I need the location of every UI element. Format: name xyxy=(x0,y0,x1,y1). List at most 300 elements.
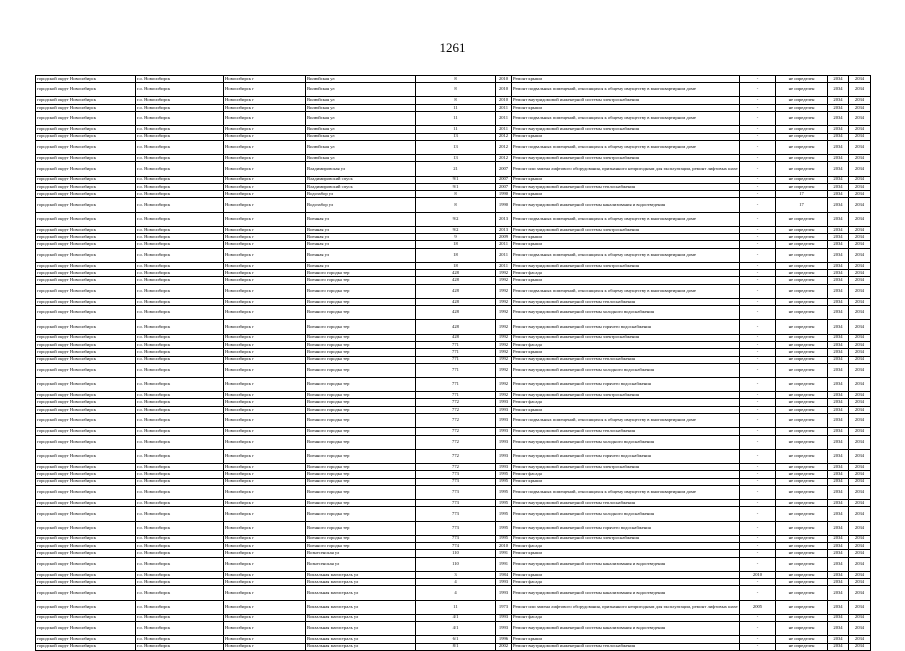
build-year-cell: 1993 xyxy=(496,579,512,586)
plan-start-cell: 2034 xyxy=(828,212,849,226)
house-number-cell: 773 xyxy=(416,485,496,499)
plan-start-cell: 2034 xyxy=(828,406,849,413)
street-cell: Военного городка тер xyxy=(306,521,416,535)
plan-end-cell: 2034 xyxy=(849,176,871,183)
wear-cell: не определен xyxy=(776,176,828,183)
locality-cell: Новосибирск г xyxy=(224,140,306,154)
plan-start-cell: 2034 xyxy=(828,248,849,262)
locality-cell: Новосибирск г xyxy=(224,579,306,586)
table-row xyxy=(36,140,871,154)
municipality-cell: городской округ Новосибирск xyxy=(36,521,136,535)
plan-start-cell: 2034 xyxy=(828,241,849,248)
plan-end-cell: 2034 xyxy=(849,133,871,140)
settlement-cell: г.о. Новосибирск xyxy=(136,363,224,377)
settlement-cell: г.о. Новосибирск xyxy=(136,226,224,233)
settlement-cell: г.о. Новосибирск xyxy=(136,162,224,176)
table-row xyxy=(36,392,871,399)
wear-cell: не определен xyxy=(776,643,828,650)
settlement-cell: г.о. Новосибирск xyxy=(136,198,224,212)
street-cell: Военного городка тер xyxy=(306,363,416,377)
settlement-cell: г.о. Новосибирск xyxy=(136,550,224,557)
house-number-cell: 773 xyxy=(416,521,496,535)
build-year-cell: 1995 xyxy=(496,478,512,485)
wear-cell: не определен xyxy=(776,485,828,499)
settlement-cell: г.о. Новосибирск xyxy=(136,399,224,406)
work-type-cell: Ремонт подвальных помещений, относящихся к общему имуществу в многоквартирном доме xyxy=(512,83,740,97)
build-year-cell: 1991 xyxy=(496,557,512,571)
house-number-cell: 21 xyxy=(416,162,496,176)
municipality-cell: городской округ Новосибирск xyxy=(36,334,136,341)
page-number: 1261 xyxy=(439,40,466,55)
settlement-cell: г.о. Новосибирск xyxy=(136,414,224,428)
settlement-cell: г.о. Новосибирск xyxy=(136,104,224,111)
plan-start-cell: 2034 xyxy=(828,363,849,377)
plan-start-cell: 2034 xyxy=(828,226,849,233)
last-repair-year-cell: - xyxy=(740,435,776,449)
plan-end-cell: 2034 xyxy=(849,97,871,104)
house-number-cell: 18 xyxy=(416,262,496,269)
build-year-cell: 2011 xyxy=(496,241,512,248)
last-repair-year-cell: - xyxy=(740,507,776,521)
work-type-cell: Ремонт внутридомовой инженерной системы канализования и водоотведения xyxy=(512,586,740,600)
municipality-cell: городской округ Новосибирск xyxy=(36,571,136,578)
wear-cell: не определен xyxy=(776,83,828,97)
plan-start-cell: 2034 xyxy=(828,112,849,126)
house-number-cell: 11 xyxy=(416,104,496,111)
house-number-cell: 428 xyxy=(416,270,496,277)
wear-cell: не определен xyxy=(776,571,828,578)
work-type-cell: Ремонт фасада xyxy=(512,341,740,348)
build-year-cell: 2011 xyxy=(496,112,512,126)
work-type-cell: Ремонт внутридомовой инженерной системы горячего водоснабжения xyxy=(512,449,740,463)
work-type-cell: Ремонт внутридомовой инженерной системы электроснабжения xyxy=(512,535,740,542)
plan-end-cell: 2034 xyxy=(849,76,871,83)
work-type-cell: Ремонт подвальных помещений, относящихся к общему имуществу в многоквартирном доме xyxy=(512,112,740,126)
house-number-cell: 772 xyxy=(416,406,496,413)
last-repair-year-cell: - xyxy=(740,262,776,269)
settlement-cell: г.о. Новосибирск xyxy=(136,485,224,499)
work-type-cell: Ремонт крыши xyxy=(512,176,740,183)
last-repair-year-cell: - xyxy=(740,614,776,621)
build-year-cell: 1991 xyxy=(496,550,512,557)
municipality-cell: городской округ Новосибирск xyxy=(36,542,136,549)
wear-cell: не определен xyxy=(776,241,828,248)
municipality-cell: городской округ Новосибирск xyxy=(36,262,136,269)
build-year-cell: 1995 xyxy=(496,521,512,535)
locality-cell: Новосибирск г xyxy=(224,463,306,470)
wear-cell: не определен xyxy=(776,262,828,269)
wear-cell: не определен xyxy=(776,636,828,643)
work-type-cell: Ремонт внутридомовой инженерной системы теплоснабжения xyxy=(512,500,740,507)
wear-cell: не определен xyxy=(776,162,828,176)
street-cell: Военного городка тер xyxy=(306,270,416,277)
plan-end-cell: 2034 xyxy=(849,349,871,356)
municipality-cell: городской округ Новосибирск xyxy=(36,104,136,111)
street-cell: Вокзальная магистраль ул xyxy=(306,586,416,600)
street-cell: Вознесенская ул xyxy=(306,557,416,571)
work-type-cell: Ремонт фасада xyxy=(512,542,740,549)
settlement-cell: г.о. Новосибирск xyxy=(136,478,224,485)
municipality-cell: городской округ Новосибирск xyxy=(36,356,136,363)
municipality-cell: городской округ Новосибирск xyxy=(36,212,136,226)
work-type-cell: Ремонт крыши xyxy=(512,636,740,643)
municipality-cell: городской округ Новосибирск xyxy=(36,83,136,97)
house-number-cell: 13 xyxy=(416,140,496,154)
build-year-cell: 1990 xyxy=(496,198,512,212)
work-type-cell: Ремонт крыши xyxy=(512,191,740,198)
plan-start-cell: 2034 xyxy=(828,463,849,470)
plan-end-cell: 2034 xyxy=(849,198,871,212)
plan-end-cell: 2034 xyxy=(849,500,871,507)
wear-cell: не определен xyxy=(776,126,828,133)
table-row xyxy=(36,320,871,334)
wear-cell: не определен xyxy=(776,399,828,406)
table-row xyxy=(36,542,871,549)
settlement-cell: г.о. Новосибирск xyxy=(136,140,224,154)
table-row xyxy=(36,341,871,348)
house-number-cell: 771 xyxy=(416,341,496,348)
build-year-cell: 1992 xyxy=(496,334,512,341)
build-year-cell: 1990 xyxy=(496,191,512,198)
build-year-cell: 1992 xyxy=(496,298,512,305)
plan-start-cell: 2034 xyxy=(828,507,849,521)
house-number-cell: 9/1 xyxy=(416,183,496,190)
settlement-cell: г.о. Новосибирск xyxy=(136,320,224,334)
locality-cell: Новосибирск г xyxy=(224,500,306,507)
plan-start-cell: 2034 xyxy=(828,341,849,348)
work-type-cell: Ремонт внутридомовой инженерной системы электроснабжения xyxy=(512,155,740,162)
plan-end-cell: 2034 xyxy=(849,428,871,435)
plan-end-cell: 2034 xyxy=(849,449,871,463)
house-number-cell: 4/1 xyxy=(416,622,496,636)
municipality-cell: городской округ Новосибирск xyxy=(36,298,136,305)
settlement-cell: г.о. Новосибирск xyxy=(136,284,224,298)
last-repair-year-cell: - xyxy=(740,155,776,162)
wear-cell: не определен xyxy=(776,414,828,428)
house-number-cell: 772 xyxy=(416,435,496,449)
plan-end-cell: 2034 xyxy=(849,435,871,449)
locality-cell: Новосибирск г xyxy=(224,183,306,190)
wear-cell: не определен xyxy=(776,356,828,363)
work-type-cell: Ремонт внутридомовой инженерной системы теплоснабжения xyxy=(512,356,740,363)
plan-start-cell: 2034 xyxy=(828,176,849,183)
plan-end-cell: 2034 xyxy=(849,226,871,233)
locality-cell: Новосибирск г xyxy=(224,600,306,614)
house-number-cell: 771 xyxy=(416,363,496,377)
wear-cell: не определен xyxy=(776,521,828,535)
house-number-cell: 13 xyxy=(416,133,496,140)
build-year-cell: 1993 xyxy=(496,614,512,621)
wear-cell: не определен xyxy=(776,97,828,104)
build-year-cell: 2012 xyxy=(496,133,512,140)
work-type-cell: Ремонт крыши xyxy=(512,241,740,248)
settlement-cell: г.о. Новосибирск xyxy=(136,449,224,463)
table-row xyxy=(36,478,871,485)
settlement-cell: г.о. Новосибирск xyxy=(136,349,224,356)
plan-start-cell: 2034 xyxy=(828,198,849,212)
wear-cell: не определен xyxy=(776,435,828,449)
municipality-cell: городской округ Новосибирск xyxy=(36,76,136,83)
locality-cell: Новосибирск г xyxy=(224,378,306,392)
settlement-cell: г.о. Новосибирск xyxy=(136,155,224,162)
street-cell: Вилюйская ул xyxy=(306,83,416,97)
work-type-cell: Ремонт внутридомовой инженерной системы канализования и водоотведения xyxy=(512,622,740,636)
last-repair-year-cell: - xyxy=(740,542,776,549)
settlement-cell: г.о. Новосибирск xyxy=(136,176,224,183)
house-number-cell: 773 xyxy=(416,471,496,478)
build-year-cell: 2009 xyxy=(496,234,512,241)
settlement-cell: г.о. Новосибирск xyxy=(136,542,224,549)
work-type-cell: Ремонт крыши xyxy=(512,76,740,83)
build-year-cell: 1992 xyxy=(496,320,512,334)
wear-cell: не определен xyxy=(776,306,828,320)
wear-cell: не определен xyxy=(776,600,828,614)
plan-start-cell: 2034 xyxy=(828,320,849,334)
plan-end-cell: 2034 xyxy=(849,600,871,614)
work-type-cell: Ремонт крыши xyxy=(512,349,740,356)
settlement-cell: г.о. Новосибирск xyxy=(136,112,224,126)
locality-cell: Новосибирск г xyxy=(224,270,306,277)
table-row xyxy=(36,406,871,413)
locality-cell: Новосибирск г xyxy=(224,126,306,133)
work-type-cell: Ремонт крыши xyxy=(512,550,740,557)
wear-cell: не определен xyxy=(776,463,828,470)
plan-start-cell: 2034 xyxy=(828,521,849,535)
plan-end-cell: 2034 xyxy=(849,306,871,320)
plan-start-cell: 2034 xyxy=(828,485,849,499)
municipality-cell: городской округ Новосибирск xyxy=(36,126,136,133)
build-year-cell: 1993 xyxy=(496,463,512,470)
wear-cell: не определен xyxy=(776,392,828,399)
plan-end-cell: 2034 xyxy=(849,485,871,499)
municipality-cell: городской округ Новосибирск xyxy=(36,449,136,463)
street-cell: Военного городка тер xyxy=(306,392,416,399)
last-repair-year-cell: - xyxy=(740,378,776,392)
street-cell: Военная ул xyxy=(306,212,416,226)
work-type-cell: Ремонт внутридомовой инженерной системы холодного водоснабжения xyxy=(512,363,740,377)
plan-end-cell: 2034 xyxy=(849,557,871,571)
house-number-cell: 771 xyxy=(416,378,496,392)
house-number-cell: 428 xyxy=(416,284,496,298)
settlement-cell: г.о. Новосибирск xyxy=(136,277,224,284)
work-type-cell: Ремонт внутридомовой инженерной системы теплоснабжения xyxy=(512,183,740,190)
plan-end-cell: 2034 xyxy=(849,363,871,377)
house-number-cell: 8 xyxy=(416,198,496,212)
build-year-cell: 2011 xyxy=(496,126,512,133)
wear-cell: не определен xyxy=(776,478,828,485)
table-row xyxy=(36,557,871,571)
wear-cell: не определен xyxy=(776,284,828,298)
house-number-cell: 428 xyxy=(416,320,496,334)
work-type-cell: Ремонт фасада xyxy=(512,399,740,406)
work-type-cell: Ремонт подвальных помещений, относящихся к общему имуществу в многоквартирном доме xyxy=(512,248,740,262)
table-body xyxy=(36,76,871,651)
plan-end-cell: 2034 xyxy=(849,614,871,621)
table-row xyxy=(36,198,871,212)
plan-start-cell: 2034 xyxy=(828,571,849,578)
last-repair-year-cell: - xyxy=(740,586,776,600)
work-type-cell: Ремонт внутридомовой инженерной системы электроснабжения xyxy=(512,126,740,133)
municipality-cell: городской округ Новосибирск xyxy=(36,600,136,614)
build-year-cell: 2007 xyxy=(496,162,512,176)
municipality-cell: городской округ Новосибирск xyxy=(36,191,136,198)
locality-cell: Новосибирск г xyxy=(224,176,306,183)
house-number-cell: 18 xyxy=(416,248,496,262)
municipality-cell: городской округ Новосибирск xyxy=(36,636,136,643)
street-cell: Военного городка тер xyxy=(306,428,416,435)
municipality-cell: городской округ Новосибирск xyxy=(36,535,136,542)
settlement-cell: г.о. Новосибирск xyxy=(136,191,224,198)
plan-start-cell: 2034 xyxy=(828,428,849,435)
last-repair-year-cell: - xyxy=(740,176,776,183)
street-cell: Военного городка тер xyxy=(306,471,416,478)
municipality-cell: городской округ Новосибирск xyxy=(36,363,136,377)
house-number-cell: 8 xyxy=(416,83,496,97)
locality-cell: Новосибирск г xyxy=(224,399,306,406)
build-year-cell: 2007 xyxy=(496,176,512,183)
work-type-cell: Ремонт подвальных помещений, относящихся к общему имуществу в многоквартирном доме xyxy=(512,212,740,226)
plan-end-cell: 2034 xyxy=(849,643,871,650)
table-row xyxy=(36,112,871,126)
settlement-cell: г.о. Новосибирск xyxy=(136,428,224,435)
build-year-cell: 2010 xyxy=(496,97,512,104)
plan-end-cell: 2034 xyxy=(849,284,871,298)
house-number-cell: 772 xyxy=(416,463,496,470)
locality-cell: Новосибирск г xyxy=(224,406,306,413)
plan-end-cell: 2034 xyxy=(849,535,871,542)
street-cell: Военного городка тер xyxy=(306,306,416,320)
work-type-cell: Ремонт внутридомовой инженерной системы теплоснабжения xyxy=(512,428,740,435)
build-year-cell: 1995 xyxy=(496,485,512,499)
wear-cell: не определен xyxy=(776,341,828,348)
wear-cell: не определен xyxy=(776,406,828,413)
house-number-cell: 9 xyxy=(416,234,496,241)
locality-cell: Новосибирск г xyxy=(224,485,306,499)
settlement-cell: г.о. Новосибирск xyxy=(136,643,224,650)
street-cell: Военного городка тер xyxy=(306,435,416,449)
last-repair-year-cell: - xyxy=(740,500,776,507)
house-number-cell: 11 xyxy=(416,126,496,133)
settlement-cell: г.о. Новосибирск xyxy=(136,234,224,241)
last-repair-year-cell: - xyxy=(740,557,776,571)
work-type-cell: Ремонт внутридомовой инженерной системы горячего водоснабжения xyxy=(512,378,740,392)
table-row xyxy=(36,212,871,226)
locality-cell: Новосибирск г xyxy=(224,248,306,262)
street-cell: Владимировский спуск xyxy=(306,183,416,190)
build-year-cell: 2013 xyxy=(496,226,512,233)
table-row xyxy=(36,485,871,499)
wear-cell: не определен xyxy=(776,226,828,233)
last-repair-year-cell: - xyxy=(740,234,776,241)
municipality-cell: городской округ Новосибирск xyxy=(36,557,136,571)
work-type-cell: Ремонт или замена лифтового оборудования, признанного непригодным для эксплуатации, ремонт лифтовых шахт xyxy=(512,600,740,614)
wear-cell: не определен xyxy=(776,614,828,621)
house-number-cell: 3 xyxy=(416,571,496,578)
plan-start-cell: 2034 xyxy=(828,298,849,305)
house-number-cell: 771 xyxy=(416,356,496,363)
table-row xyxy=(36,507,871,521)
table-row xyxy=(36,334,871,341)
plan-end-cell: 2034 xyxy=(849,341,871,348)
plan-end-cell: 2034 xyxy=(849,270,871,277)
locality-cell: Новосибирск г xyxy=(224,535,306,542)
build-year-cell: 1992 xyxy=(496,277,512,284)
plan-start-cell: 2034 xyxy=(828,162,849,176)
locality-cell: Новосибирск г xyxy=(224,234,306,241)
last-repair-year-cell: - xyxy=(740,643,776,650)
table-row xyxy=(36,600,871,614)
work-type-cell: Ремонт внутридомовой инженерной системы горячего водоснабжения xyxy=(512,320,740,334)
table-row xyxy=(36,133,871,140)
locality-cell: Новосибирск г xyxy=(224,83,306,97)
plan-start-cell: 2034 xyxy=(828,270,849,277)
street-cell: Военного городка тер xyxy=(306,334,416,341)
street-cell: Вокзальная магистраль ул xyxy=(306,579,416,586)
locality-cell: Новосибирск г xyxy=(224,133,306,140)
last-repair-year-cell: - xyxy=(740,112,776,126)
build-year-cell: 2010 xyxy=(496,542,512,549)
street-cell: Военная ул xyxy=(306,226,416,233)
table-row xyxy=(36,349,871,356)
house-number-cell: 9/1 xyxy=(416,176,496,183)
municipality-cell: городской округ Новосибирск xyxy=(36,341,136,348)
house-number-cell: 8 xyxy=(416,76,496,83)
last-repair-year-cell: - xyxy=(740,284,776,298)
settlement-cell: г.о. Новосибирск xyxy=(136,614,224,621)
street-cell: Военного городка тер xyxy=(306,463,416,470)
locality-cell: Новосибирск г xyxy=(224,262,306,269)
locality-cell: Новосибирск г xyxy=(224,320,306,334)
last-repair-year-cell: - xyxy=(740,133,776,140)
last-repair-year-cell: - xyxy=(740,478,776,485)
street-cell: Военного городка тер xyxy=(306,320,416,334)
plan-start-cell: 2034 xyxy=(828,334,849,341)
settlement-cell: г.о. Новосибирск xyxy=(136,586,224,600)
settlement-cell: г.о. Новосибирск xyxy=(136,392,224,399)
table-row xyxy=(36,104,871,111)
plan-start-cell: 2034 xyxy=(828,356,849,363)
settlement-cell: г.о. Новосибирск xyxy=(136,83,224,97)
build-year-cell: 1984 xyxy=(496,571,512,578)
wear-cell: не определен xyxy=(776,363,828,377)
municipality-cell: городской округ Новосибирск xyxy=(36,435,136,449)
build-year-cell: 2011 xyxy=(496,262,512,269)
settlement-cell: г.о. Новосибирск xyxy=(136,507,224,521)
table-row xyxy=(36,550,871,557)
table-row xyxy=(36,126,871,133)
house-number-cell: 771 xyxy=(416,392,496,399)
build-year-cell: 2011 xyxy=(496,104,512,111)
plan-start-cell: 2034 xyxy=(828,155,849,162)
work-type-cell: Ремонт фасада xyxy=(512,614,740,621)
work-type-cell: Ремонт подвальных помещений, относящихся к общему имуществу в многоквартирном доме xyxy=(512,485,740,499)
locality-cell: Новосибирск г xyxy=(224,392,306,399)
build-year-cell: 1995 xyxy=(496,500,512,507)
last-repair-year-cell: - xyxy=(740,485,776,499)
plan-end-cell: 2034 xyxy=(849,392,871,399)
work-type-cell: Ремонт внутридомовой инженерной системы горячего водоснабжения xyxy=(512,521,740,535)
locality-cell: Новосибирск г xyxy=(224,198,306,212)
last-repair-year-cell: - xyxy=(740,449,776,463)
municipality-cell: городской округ Новосибирск xyxy=(36,500,136,507)
street-cell: Вознесенская ул xyxy=(306,550,416,557)
plan-start-cell: 2034 xyxy=(828,535,849,542)
wear-cell: не определен xyxy=(776,500,828,507)
settlement-cell: г.о. Новосибирск xyxy=(136,406,224,413)
locality-cell: Новосибирск г xyxy=(224,622,306,636)
table-row xyxy=(36,97,871,104)
plan-end-cell: 2034 xyxy=(849,191,871,198)
